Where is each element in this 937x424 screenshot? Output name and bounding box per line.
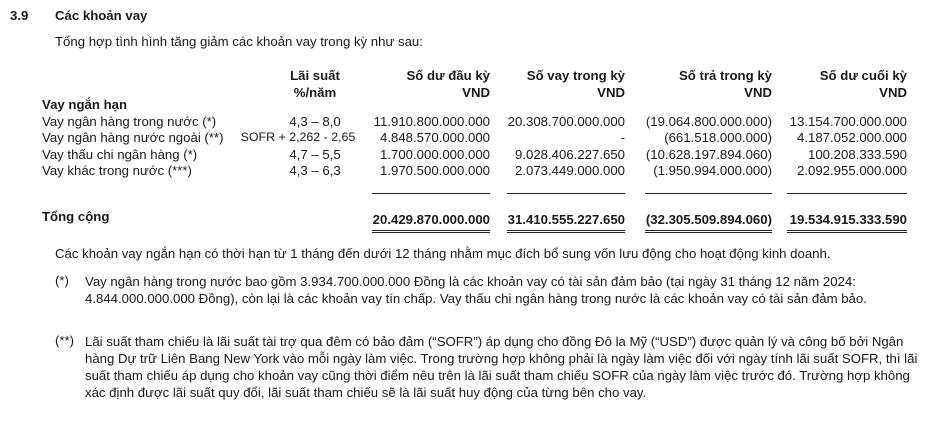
- row-label: Vay khác trong nước (***): [42, 163, 192, 178]
- header-rate-line2: %/năm: [293, 85, 337, 100]
- total-closing: 19.534.915.333.590: [789, 212, 907, 227]
- row-rate: 4,3 – 8,0: [289, 114, 341, 129]
- intro-text: Tổng hợp tình hình tăng giảm các khoản vay trong kỳ như sau:: [55, 34, 423, 49]
- header-borrowed-line2: VND: [597, 85, 625, 100]
- footnote-marker: (**): [55, 333, 75, 348]
- subtotal-rule-repaid: [645, 193, 772, 194]
- total-rule-borrowed: [507, 230, 625, 233]
- row-opening: 1.700.000.000.000: [379, 147, 490, 162]
- row-label: Vay ngân hàng trong nước (*): [42, 114, 217, 129]
- header-closing: [770, 67, 907, 101]
- row-rate: SOFR + 2,262 - 2,65: [240, 130, 356, 144]
- header-repaid-line2: VND: [744, 85, 772, 100]
- row-closing: 4.187.052.000.000: [796, 130, 907, 145]
- short-term-note: Các khoản vay ngắn hạn có thời hạn từ 1 tháng đến dưới 12 tháng nhằm mục đích bổ sung vốn lưu động cho hoạt động kinh doanh.: [55, 246, 831, 261]
- header-repaid-line1: Số trả trong kỳ: [678, 68, 772, 83]
- footnote-text: Lãi suất tham chiếu là lãi suất tài trợ qua đêm có bảo đảm (“SOFR”) áp dụng cho đồng Đô la Mỹ (“USD”) được quản lý và công bố bởi Ngân hàng Dự trữ Liên Bang New York vào mỗi ngày làm việc. Trong trường hợp không phải là ngày làm việc đối với ngày tính lãi suất SOFR, thì lãi suất tham chiếu áp dụng cho khoản vay cũng thời điểm nêu trên là lãi suất tham chiếu SOFR của ngày làm việc trước đó. Trường hợp không xác định được lãi suất quy đổi, lãi suất tham chiếu sẽ là lãi suất huy động của từng bên cho vay.: [85, 334, 918, 400]
- row-rate: 4,7 – 5,5: [289, 147, 341, 162]
- row-closing: 2.092.955.000.000: [796, 163, 907, 178]
- total-repaid: (32.305.509.894.060): [645, 212, 772, 227]
- subtotal-rule-borrowed: [507, 193, 625, 194]
- row-closing: 13.154.700.000.000: [789, 114, 907, 129]
- header-opening-line2: VND: [462, 85, 490, 100]
- header-opening-line1: Số dư đầu kỳ: [406, 68, 490, 83]
- header-closing-line1: Số dư cuối kỳ: [819, 68, 907, 83]
- row-repaid: (10.628.197.894.060): [645, 147, 772, 162]
- row-borrowed: 9.028.406.227.650: [514, 147, 625, 162]
- section-number: 3.9: [10, 8, 29, 23]
- row-label: Vay thấu chi ngân hàng (*): [42, 147, 198, 162]
- total-rule-opening: [372, 230, 490, 233]
- total-opening: 20.429.870.000.000: [372, 212, 490, 227]
- row-repaid: (1.950.994.000.000): [653, 163, 772, 178]
- total-borrowed: 31.410.555.227.650: [507, 212, 625, 227]
- header-rate: [270, 67, 360, 101]
- header-opening: [360, 67, 490, 101]
- row-repaid: (661.518.000.000): [664, 130, 772, 145]
- footnote-text: Vay ngân hàng trong nước bao gồm 3.934.700.000.000 Đồng là các khoản vay có tài sản đảm bảo (tại ngày 31 tháng 12 năm 2024: 4.844.000.000.000 Đồng), còn lại là các khoản vay tín chấp. Vay thấu chi ngân hàng trong nước là các khoản vay có tài sản đảm bảo.: [85, 274, 867, 306]
- row-opening: 4.848.570.000.000: [379, 130, 490, 145]
- header-closing-line2: VND: [879, 85, 907, 100]
- subtotal-rule-closing: [787, 193, 907, 194]
- header-rate-line1: Lãi suất: [290, 68, 340, 83]
- footnote-marker: (*): [55, 273, 69, 288]
- row-rate: 4,3 – 6,3: [289, 163, 341, 178]
- row-borrowed: 2.073.449.000.000: [514, 163, 625, 178]
- row-opening: 1.970.500.000.000: [379, 163, 490, 178]
- subtotal-rule-opening: [372, 193, 490, 194]
- row-closing: 100.208.333.590: [807, 147, 907, 162]
- section-title: Các khoản vay: [55, 8, 148, 23]
- row-borrowed: -: [620, 130, 625, 145]
- row-repaid: (19.064.800.000.000): [645, 114, 772, 129]
- row-label: Vay ngân hàng nước ngoài (**): [42, 130, 224, 145]
- total-rule-closing: [787, 230, 907, 233]
- header-repaid: [630, 67, 772, 101]
- total-label: Tổng cộng: [42, 209, 110, 224]
- group-label: Vay ngắn hạn: [42, 97, 128, 112]
- total-rule-repaid: [645, 230, 772, 233]
- header-borrowed: [495, 67, 625, 101]
- row-opening: 11.910.800.000.000: [373, 114, 490, 129]
- header-borrowed-line1: Số vay trong kỳ: [526, 68, 625, 83]
- row-borrowed: 20.308.700.000.000: [507, 114, 625, 129]
